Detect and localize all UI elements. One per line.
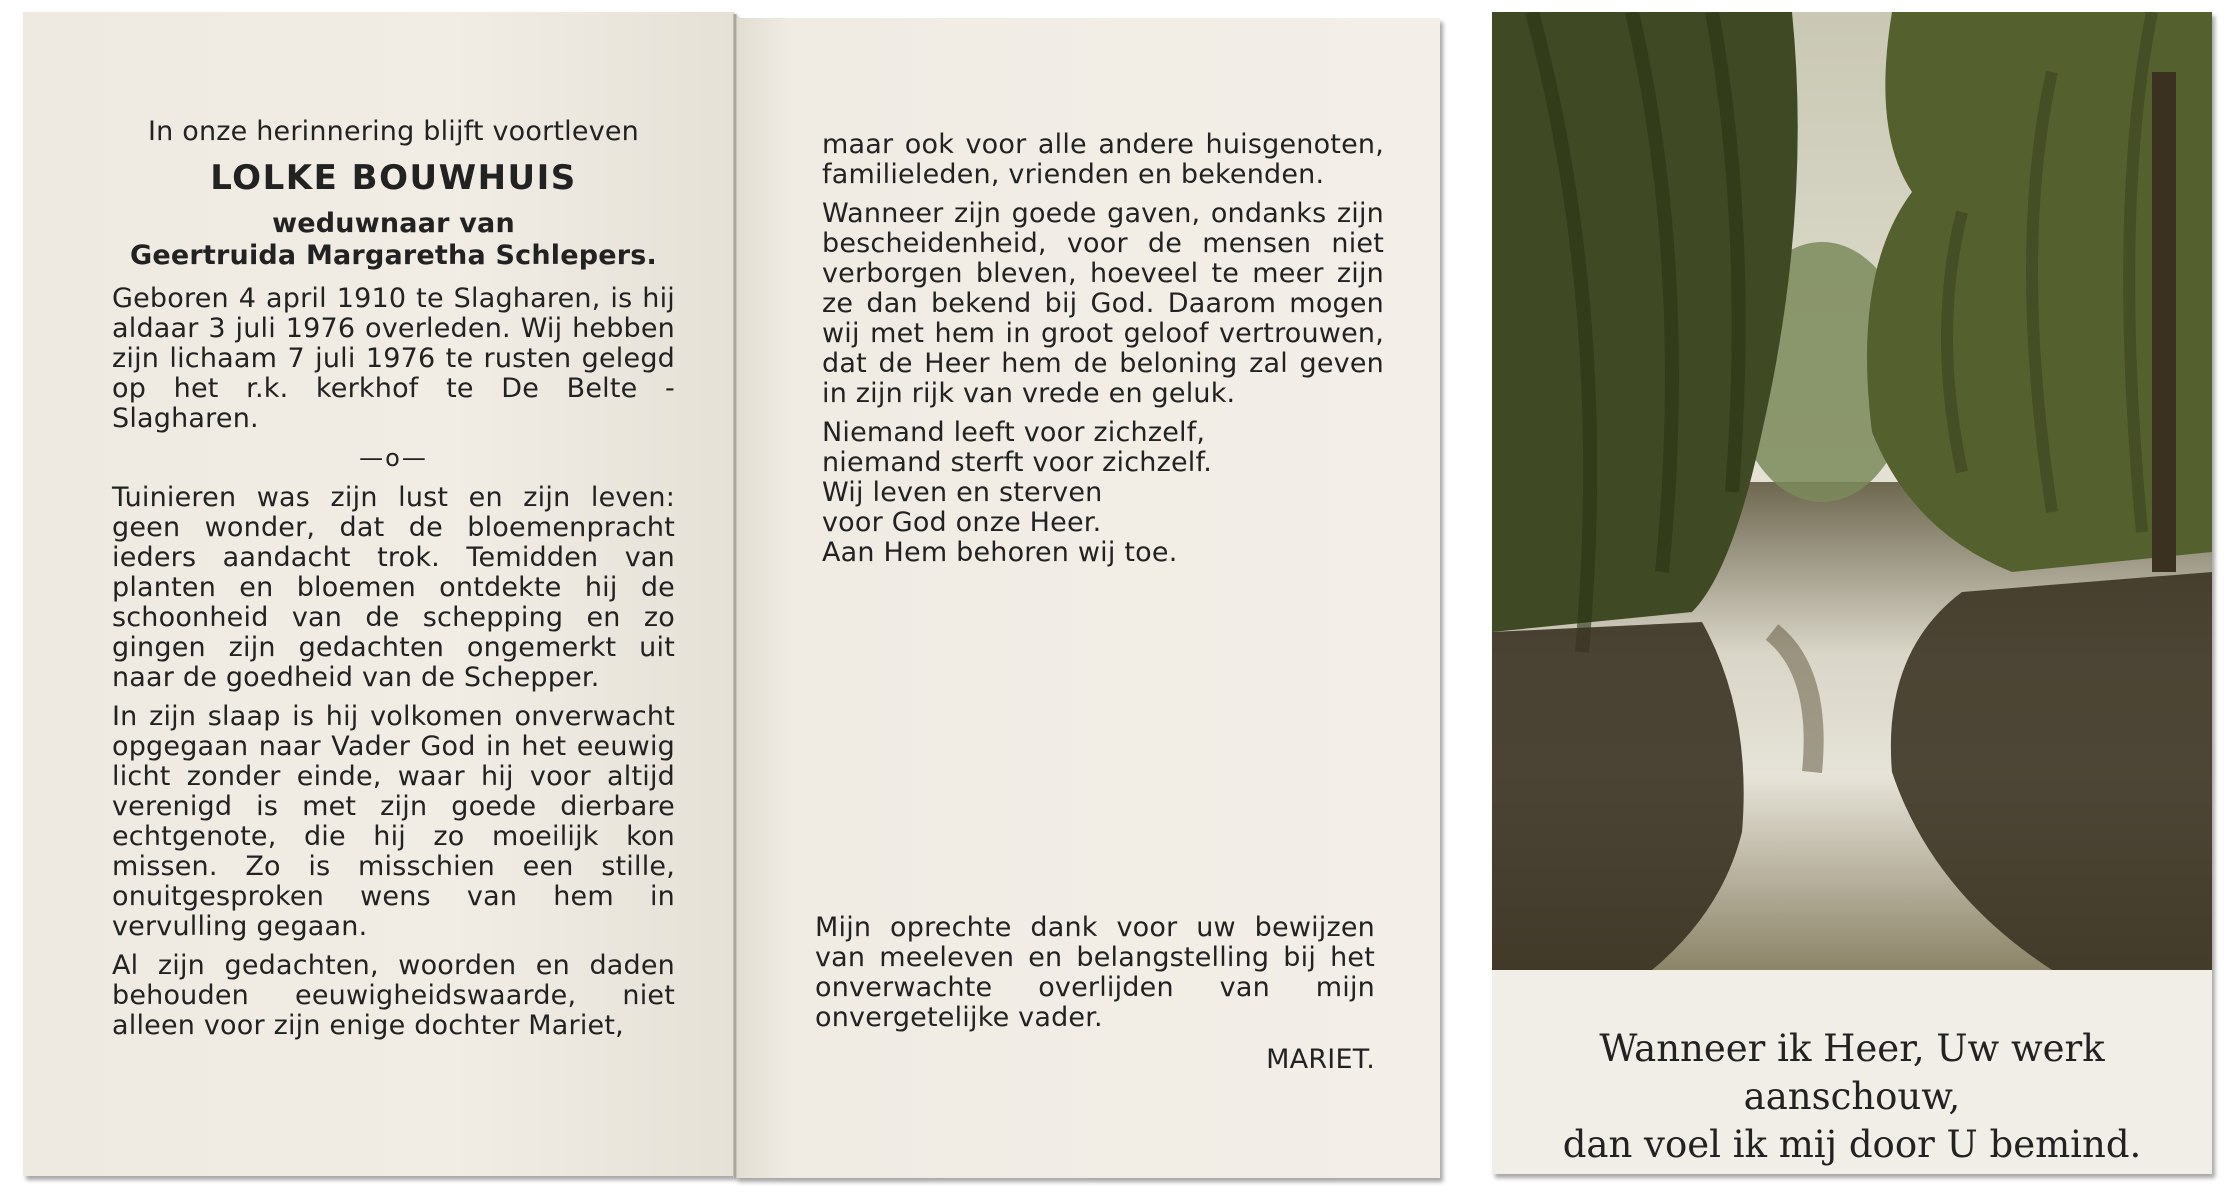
willow-pond-photo: [1492, 12, 2212, 970]
widower-line: weduwnaar van: [272, 208, 515, 239]
middle-text-column: [822, 130, 1384, 568]
signature: MARIET.: [1266, 1044, 1375, 1075]
paragraph-passing: In zijn slaap is hij volkomen onverwacht opgegaan naar Vader God in het eeuwig licht zonder einde, waar hij voor altijd verenigd is met zijn goede dierbare echtgenote, die hij zo moeilijk kon missen. Zo is misschien een stille, onuitgesproken wens van hem in vervulling gegaan.: [112, 701, 675, 942]
paragraph-gardening: Tuinieren was zijn lust en zijn leven: geen wonder, dat de bloemenpracht ieders aandacht trok. Temidden van planten en bloemen ontdekte hij de schoonheid van de schepping en zo gingen zijn gedachten ongemerkt uit naar de goedheid van de Schepper.: [112, 482, 675, 693]
paragraph-legacy: Al zijn gedachten, woorden en daden behouden eeuwigheidswaarde, niet alleen voor zijn enige dochter Mariet,: [112, 950, 675, 1041]
poem-line: voor God onze Heer.: [822, 507, 1102, 538]
poem-line: Wij leven en sterven: [822, 477, 1103, 508]
caption-line: Wanneer ik Heer, Uw werk aanschouw,: [1599, 1027, 2105, 1118]
poem-line: niemand sterft voor zichzelf.: [822, 447, 1213, 478]
deceased-name: LOLKE BOUWHUIS: [210, 158, 577, 198]
poem: [822, 418, 1384, 568]
poem-line: Niemand leeft voor zichzelf,: [822, 417, 1206, 448]
caption-line: dan voel ik mij door U bemind.: [1562, 1123, 2142, 1166]
thanks-block: [815, 913, 1375, 1084]
thanks-paragraph: Mijn oprechte dank voor uw bewijzen van meeleven en belangstelling bij het onverwachte overlijden van mijn onvergetelijke vader.: [815, 912, 1375, 1033]
intro-line: In onze herinnering blijft voortleven: [147, 116, 639, 147]
willow-pond-illustration: [1492, 12, 2212, 970]
card-caption: [1492, 1025, 2212, 1169]
left-text-column: [112, 116, 675, 1050]
section-divider: —o—: [359, 444, 428, 472]
paragraph-gifts: Wanneer zijn goede gaven, ondanks zijn bescheidenheid, voor de mensen niet verborgen bleven, hoeveel te meer zijn ze dan bekend bij God. Daarom mogen wij met hem in groot geloof vertrouwen, dat de Heer hem de beloning zal geven in zijn rijk van vrede en geluk.: [822, 198, 1384, 409]
paragraph-continuation: maar ook voor alle andere huisgenoten, familieleden, vrienden en bekenden.: [822, 129, 1384, 190]
card-fold: [733, 14, 737, 1178]
poem-line: Aan Hem behoren wij toe.: [822, 537, 1178, 568]
spouse-name: Geertruida Margaretha Schlepers.: [130, 240, 657, 271]
biography-paragraph: Geboren 4 april 1910 te Slagharen, is hij aldaar 3 juli 1976 overleden. Wij hebben zijn lichaam 7 juli 1976 te rusten gelegd op het r.k. kerkhof te De Belte - Slagharen.: [112, 283, 675, 434]
